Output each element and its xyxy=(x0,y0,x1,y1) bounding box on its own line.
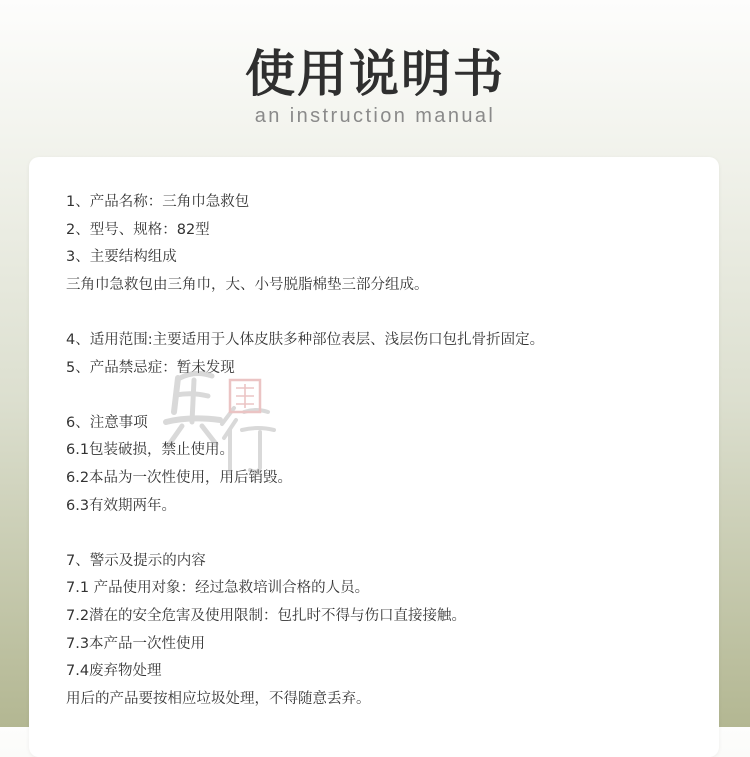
instruction-list xyxy=(66,189,706,713)
warning-item: 7.4废弃物处理 xyxy=(66,663,162,680)
section-spacer xyxy=(66,520,706,548)
section-spacer xyxy=(66,299,706,327)
note-item: 6.2本品为一次性使用，用后销毁。 xyxy=(66,469,293,486)
notes-heading: 6、注意事项 xyxy=(66,414,148,431)
section-spacer xyxy=(66,382,706,410)
page-subtitle: an instruction manual xyxy=(254,105,496,127)
note-item: 6.1包装破损，禁止使用。 xyxy=(66,442,235,459)
product-name-line: 1、产品名称：三角巾急救包 xyxy=(66,194,250,210)
warnings-heading: 7、警示及提示的内容 xyxy=(66,552,206,569)
warning-item: 7.3本产品一次性使用 xyxy=(66,635,206,652)
note-item: 6.3有效期两年。 xyxy=(66,497,177,514)
disposal-text: 用后的产品要按相应垃圾处理，不得随意丢弃。 xyxy=(66,690,371,707)
page-title: 使用说明书 xyxy=(245,45,505,103)
warning-item: 7.2潜在的安全危害及使用限制：包扎时不得与伤口直接接触。 xyxy=(66,607,467,624)
model-spec-line: 2、型号、规格：82型 xyxy=(66,221,210,238)
composition-heading: 3、主要结构组成 xyxy=(66,249,177,266)
scope-line: 4、适用范围:主要适用于人体皮肤多种部位表层、浅层伤口包扎骨折固定。 xyxy=(66,331,545,348)
contraindication-line: 5、产品禁忌症：暂未发现 xyxy=(66,359,235,376)
composition-text: 三角巾急救包由三角巾，大、小号脱脂棉垫三部分组成。 xyxy=(66,276,429,293)
instruction-card xyxy=(29,157,719,757)
warning-item: 7.1 产品使用对象：经过急救培训合格的人员。 xyxy=(66,580,370,597)
